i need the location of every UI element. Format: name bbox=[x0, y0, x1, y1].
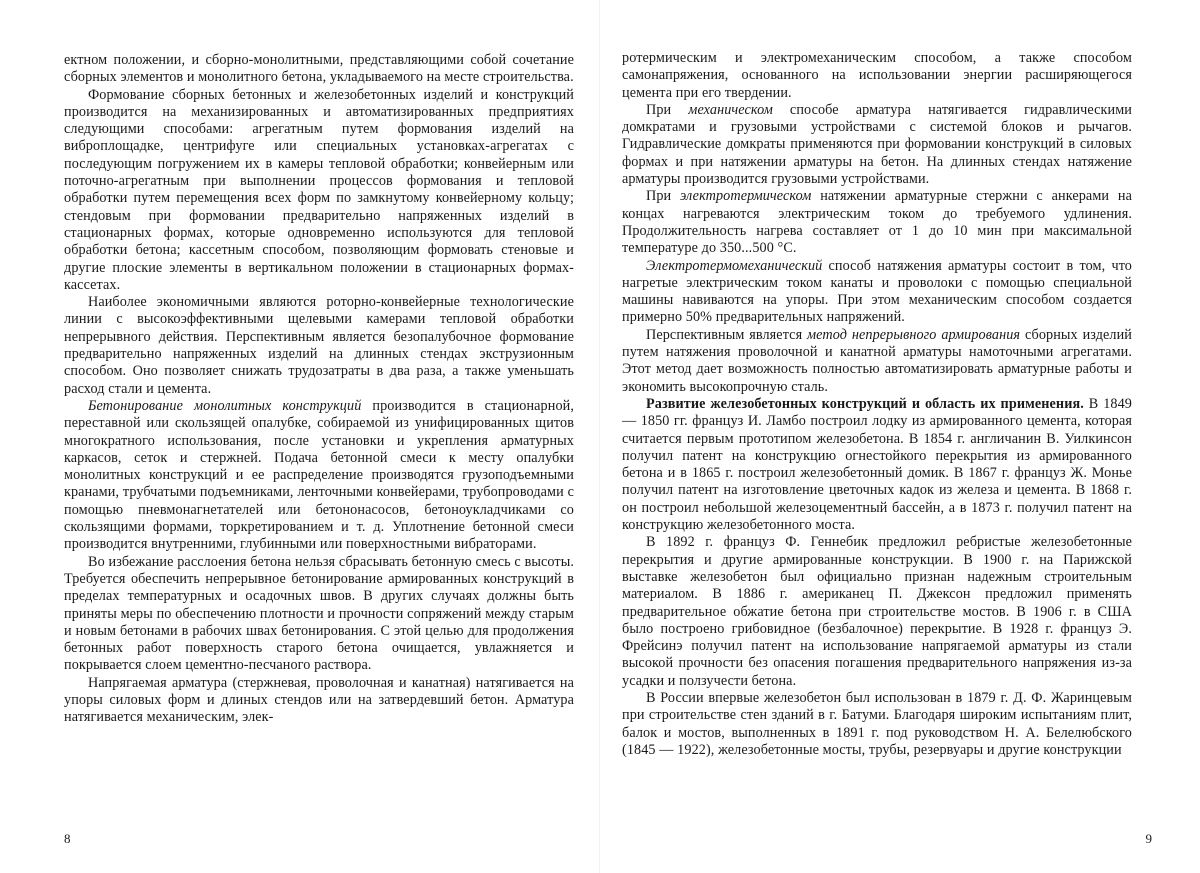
paragraph bbox=[622, 327, 1132, 396]
paragraph: Формование сборных бетонных и железобетонных изделий и конструкций производится на механизированных и автоматизированных предприятиях следующими способами: агрегатным путем формования изделий на виброплощадке, центрифуге или специальных установках-агрегатах с последующим погружением их в камеры тепловой обработки; конвейерным или поточно-агрегатным при выполнении процессов формования и тепловой обработки путем перемещения всех форм по замкнутому конвейерному кольцу; стендовым при формовании предварительно напряженных изделий в стационарных формах, которые одновременно используются для тепловой обработки бетона; кассетным способом, позволяющим формовать стеновые и другие плоские элементы в вертикальном положении в стационарных формах-кассетах. bbox=[64, 86, 574, 293]
paragraph-text: Перспективным является bbox=[646, 326, 808, 343]
paragraph: ротермическим и электромеханическим способом, а также способом самонапряжения, основанного на использовании энергии расширяющегося цемента при его твердении. bbox=[622, 50, 1132, 101]
italic-term: электротермическом bbox=[680, 188, 812, 205]
page-number: 9 bbox=[1145, 831, 1152, 846]
italic-term: Электротермомеханический bbox=[646, 257, 823, 274]
italic-term: механическом bbox=[688, 101, 773, 118]
paragraph bbox=[622, 258, 1132, 327]
section-heading: Развитие железобетонных конструкций и область их применения. bbox=[646, 395, 1084, 412]
paragraph-text: сборных изделий путем натяжения проволочной и канатной арматуры намоточными агрегатами. Этот метод дает возможность полностью автоматизировать арматурные работы и экономить высокопрочную сталь. bbox=[622, 326, 1132, 395]
paragraph-text: способе арматура натягивается гидравлическими домкратами и грузовыми устройствами с системой блоков и рычагов. Гидравлические домкраты применяются при формовании конструкций в силовых формах и при натяжении арматуры на бетон. На длинных стендах натяжение арматуры производится грузовыми устройствами. bbox=[622, 101, 1132, 188]
paragraph: Во избежание расслоения бетона нельзя сбрасывать бетонную смесь с высоты. Требуется обеспечить непрерывное бетонирование армированных конструкций в пределах температурных и осадочных швов. В других случаях должны быть приняты меры по обеспечению плотности и прочности сопряжений между старым и новым бетонами в рабочих швах бетонирования. С этой целью для продолжения бетонных работ поверхность старого бетона очищается, увлажняется и покрывается слоем цементно-песчаного раствора. bbox=[64, 553, 574, 674]
right-page bbox=[600, 0, 1200, 873]
paragraph bbox=[622, 396, 1132, 534]
paragraph bbox=[622, 102, 1132, 188]
paragraph: Напрягаемая арматура (стержневая, проволочная и канатная) натягивается на упоры силовых форм и длиных стендов или на затвердевший бетон. Арматура натягивается механическим, элек- bbox=[64, 674, 574, 726]
paragraph: Наиболее экономичными являются роторно-конвейерные технологические линии с высокоэффективными щелевыми камерами тепловой обработки непрерывного действия. Перспективным является безопалубочное формование предварительно напряженных изделий на длинных стендах экструзионным способом. Оно позволяет снижать трудозатраты в два раза, а также уменьшать расход стали и цемента. bbox=[64, 294, 574, 397]
paragraph-text: способ натяжения арматуры состоит в том, что нагретые электрическим током канаты и проволоки с помощью специальной машины навиваются на упоры. При этом механическим способом создается примерно 50% предварительных напряжений. bbox=[622, 257, 1132, 326]
paragraph bbox=[64, 398, 574, 554]
paragraph bbox=[622, 188, 1132, 257]
paragraph-text: натяжении арматурные стержни с анкерами на концах нагреваются электрическим током до требуемого удлинения. Продолжительность нагрева составляет от 1 до 10 мин при максимальной температуре до 350...500 °С. bbox=[622, 188, 1132, 257]
italic-term: Бетонирование монолитных конструкций bbox=[88, 397, 362, 414]
italic-term: метод непрерывного армирования bbox=[807, 326, 1021, 343]
paragraph-text: При bbox=[646, 101, 689, 118]
paragraph: В 1892 г. француз Ф. Геннебик предложил ребристые железобетонные перекрытия и другие армированные конструкции. В 1900 г. на Парижской выставке железобетон был официально признан надежным строительным материалом. В 1886 г. американец П. Джексон предложил применять предварительное обжатие бетона при строительстве мостов. В 1906 г. в США было построено грибовидное (безбалочное) перекрытие. В 1928 г. француз Э. Фрейсинэ получил патент на использование напрягаемой арматуры из стали высокой прочности без опасения погашения предварительного напряжения из-за усадки и ползучести бетона. bbox=[622, 534, 1132, 689]
paragraph-text: В 1849 — 1850 гг. француз И. Ламбо построил лодку из армированного цемента, которая считается первым прототипом железобетона. В 1854 г. англичанин В. Уилкинсон получил патент на конструкцию огнестойкого перекрытия из армированного бетона и в 1865 г. построил железобетонный домик. В 1867 г. француз Ж. Монье получил патент на изготовление цветочных кадок из железа и цемента. В 1868 г. он построил небольшой железоцементный бассейн, а в 1873 г. получил патент на конструкцию железобетонного моста. bbox=[622, 395, 1132, 534]
page-number: 8 bbox=[64, 831, 71, 846]
left-page-text bbox=[64, 52, 574, 727]
paragraph-text: производится в стационарной, переставной или скользящей опалубке, собираемой из унифицированных щитов многократного использования, после установки и укрепления арматурных каркасов, сеток и стержней. Подача бетонной смеси к месту опалубки монолитных конструкций и ее распределение производятся грузоподъемными кранами, трубчатыми подъемниками, ленточными конвейерами, трубопроводами с помощью пневмонагнетателей или бетононасосов, бетоноукладчиками со скользящими формами, торкретированием и т. д. Уплотнение бетонной смеси производится внутренними, глубинными или поверхностными вибраторами. bbox=[64, 397, 574, 553]
right-page-text bbox=[622, 50, 1132, 759]
paragraph: ектном положении, и сборно-монолитными, представляющими собой сочетание сборных элементов и монолитного бетона, укладываемого на месте строительства. bbox=[64, 52, 574, 86]
paragraph-text: При bbox=[646, 188, 681, 205]
paragraph: В России впервые железобетон был использован в 1879 г. Д. Ф. Жаринцевым при строительстве стен зданий в г. Батуми. Благодаря широким испытаниям плит, балок и мостов, выполненных в 1891 г. под руководством Н. А. Белелюбского (1845 — 1922), железобетонные мосты, трубы, резервуары и другие конструкции bbox=[622, 689, 1132, 758]
